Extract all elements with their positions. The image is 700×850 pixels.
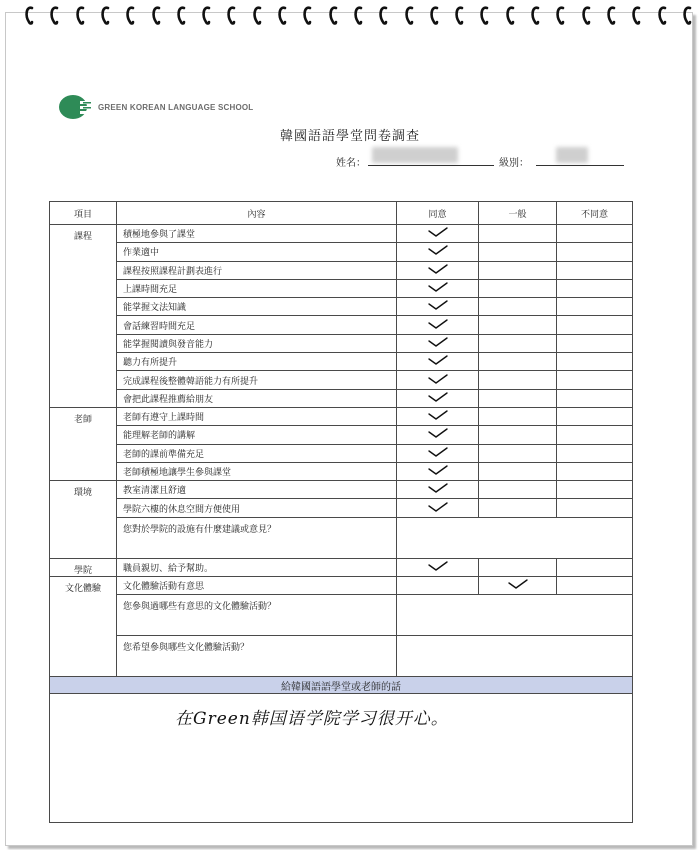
answer-cell[interactable]	[557, 444, 633, 462]
answer-cell[interactable]	[557, 353, 633, 371]
checkmark-icon	[427, 560, 449, 572]
checkmark-icon	[507, 578, 529, 590]
answer-cell[interactable]	[397, 353, 479, 371]
spiral-ring-icon	[226, 4, 236, 26]
table-row	[50, 499, 633, 517]
spiral-ring-icon	[277, 4, 287, 26]
class-label: 級別：	[499, 158, 529, 169]
spiral-ring-icon	[252, 4, 262, 26]
category-cell: 文化體驗	[50, 577, 117, 677]
spiral-ring-icon	[100, 4, 110, 26]
answer-cell[interactable]	[557, 334, 633, 352]
answer-cell[interactable]	[557, 298, 633, 316]
answer-cell[interactable]	[397, 462, 479, 480]
statement-cell: 學院六樓的休息空間方便使用	[117, 499, 397, 517]
table-row	[50, 334, 633, 352]
answer-cell[interactable]	[397, 426, 479, 444]
table-row	[50, 353, 633, 371]
statement-cell: 老師的課前準備充足	[117, 444, 397, 462]
table-row	[50, 407, 633, 425]
answer-cell[interactable]	[479, 577, 557, 595]
table-row	[50, 316, 633, 334]
spiral-ring-icon	[125, 4, 135, 26]
answer-cell[interactable]	[479, 389, 557, 407]
table-row	[50, 389, 633, 407]
spiral-ring-icon	[631, 4, 641, 26]
checkmark-icon	[427, 226, 449, 238]
comment-heading-row	[50, 677, 633, 694]
statement-cell: 職員親切、給予幫助。	[117, 558, 397, 576]
answer-cell[interactable]	[479, 353, 557, 371]
table-row	[50, 225, 633, 243]
answer-cell[interactable]	[479, 407, 557, 425]
logo-icon	[58, 94, 94, 120]
answer-cell[interactable]	[479, 371, 557, 389]
spiral-ring-icon	[378, 4, 388, 26]
spiral-ring-icon	[581, 4, 591, 26]
class-redaction	[556, 147, 588, 163]
checkmark-icon	[427, 318, 449, 330]
column-header-disagree: 不同意	[557, 202, 633, 225]
checkmark-icon	[427, 354, 449, 366]
category-cell: 課程	[50, 225, 117, 408]
spiral-ring-icon	[505, 4, 515, 26]
spiral-ring-icon	[429, 4, 439, 26]
table-row	[50, 481, 633, 499]
spiral-ring-icon	[176, 4, 186, 26]
checkmark-icon	[427, 464, 449, 476]
answer-cell[interactable]	[397, 407, 479, 425]
answer-cell[interactable]	[397, 334, 479, 352]
statement-cell: 文化體驗活動有意思	[117, 577, 397, 595]
spiral-ring-icon	[151, 4, 161, 26]
column-header-item: 項目	[50, 202, 117, 225]
comment-heading: 給韓國語語學堂或老師的話	[50, 677, 633, 694]
statement-cell: 能掌握閱讀與發音能力	[117, 334, 397, 352]
answer-cell[interactable]	[397, 371, 479, 389]
answer-cell[interactable]	[479, 243, 557, 261]
open-answer-field[interactable]	[397, 636, 633, 677]
checkmark-icon	[427, 482, 449, 494]
name-redaction	[372, 147, 458, 163]
table-row	[50, 558, 633, 576]
checkmark-icon	[427, 391, 449, 403]
table-row	[50, 371, 633, 389]
spiral-ring-icon	[201, 4, 211, 26]
statement-cell: 老師積極地讓學生參與課堂	[117, 462, 397, 480]
spiral-ring-icon	[530, 4, 540, 26]
table-row	[50, 444, 633, 462]
statement-cell: 上課時間充足	[117, 279, 397, 297]
answer-cell[interactable]	[397, 481, 479, 499]
open-question-text: 您參與過哪些有意思的文化體驗活動？	[117, 595, 397, 636]
answer-cell[interactable]	[479, 444, 557, 462]
table-row	[50, 462, 633, 480]
table-row	[50, 261, 633, 279]
answer-cell[interactable]	[479, 316, 557, 334]
category-cell: 環境	[50, 481, 117, 559]
spiral-binding	[0, 0, 700, 30]
answer-cell[interactable]	[479, 225, 557, 243]
spiral-ring-icon	[404, 4, 414, 26]
open-answer-field[interactable]	[397, 595, 633, 636]
open-answer-field[interactable]	[397, 517, 633, 558]
table-header-row	[50, 202, 633, 225]
comment-body-row	[50, 694, 633, 823]
statement-cell: 會話練習時間充足	[117, 316, 397, 334]
school-logo	[58, 94, 253, 120]
statement-cell: 聽力有所提升	[117, 353, 397, 371]
spiral-ring-icon	[328, 4, 338, 26]
answer-cell[interactable]	[397, 298, 479, 316]
open-question-row	[50, 517, 633, 558]
answer-cell[interactable]	[397, 225, 479, 243]
spiral-ring-icon	[454, 4, 464, 26]
spiral-ring-icon	[657, 4, 667, 26]
checkmark-icon	[427, 281, 449, 293]
checkmark-icon	[427, 409, 449, 421]
category-cell: 老師	[50, 407, 117, 480]
table-row	[50, 577, 633, 595]
checkmark-icon	[427, 427, 449, 439]
spiral-ring-icon	[606, 4, 616, 26]
answer-cell[interactable]	[557, 577, 633, 595]
spiral-ring-icon	[302, 4, 312, 26]
answer-cell[interactable]	[557, 389, 633, 407]
answer-cell[interactable]	[397, 577, 479, 595]
answer-cell[interactable]	[397, 389, 479, 407]
answer-cell[interactable]	[557, 279, 633, 297]
checkmark-icon	[427, 336, 449, 348]
statement-cell: 老師有遵守上課時間	[117, 407, 397, 425]
answer-cell[interactable]	[397, 243, 479, 261]
answer-cell[interactable]	[479, 462, 557, 480]
answer-cell[interactable]	[479, 334, 557, 352]
checkmark-icon	[427, 263, 449, 275]
answer-cell[interactable]	[397, 279, 479, 297]
answer-cell[interactable]	[479, 499, 557, 517]
answer-cell[interactable]	[557, 316, 633, 334]
statement-cell: 完成課程後整體韓語能力有所提升	[117, 371, 397, 389]
spiral-ring-icon	[555, 4, 565, 26]
statement-cell: 能掌握文法知識	[117, 298, 397, 316]
answer-cell[interactable]	[557, 371, 633, 389]
open-question-row	[50, 595, 633, 636]
answer-cell[interactable]	[557, 407, 633, 425]
document-title: 韓國語語學堂問卷調查	[279, 129, 420, 144]
checkmark-icon	[427, 446, 449, 458]
table-row	[50, 279, 633, 297]
table-row	[50, 426, 633, 444]
answer-cell[interactable]	[397, 261, 479, 279]
name-line	[368, 165, 494, 166]
statement-cell: 積極地參與了課堂	[117, 225, 397, 243]
answer-cell[interactable]	[397, 558, 479, 576]
answer-cell[interactable]	[397, 316, 479, 334]
answer-cell[interactable]	[557, 499, 633, 517]
answer-cell[interactable]	[479, 481, 557, 499]
answer-cell[interactable]	[557, 462, 633, 480]
open-question-row	[50, 636, 633, 677]
spiral-ring-icon	[479, 4, 489, 26]
answer-cell[interactable]	[557, 243, 633, 261]
table-row	[50, 243, 633, 261]
checkmark-icon	[427, 373, 449, 385]
answer-cell[interactable]	[397, 499, 479, 517]
statement-cell: 教室清潔且舒適	[117, 481, 397, 499]
checkmark-icon	[427, 299, 449, 311]
statement-cell: 課程按照課程計劃表進行	[117, 261, 397, 279]
column-header-content: 內容	[117, 202, 397, 225]
name-label: 姓名：	[336, 158, 366, 169]
spiral-ring-icon	[75, 4, 85, 26]
column-header-neutral: 一般	[479, 202, 557, 225]
handwritten-comment: 在Green韩国语学院学习很开心。	[175, 709, 449, 730]
logo-text: GREEN KOREAN LANGUAGE SCHOOL	[98, 102, 254, 112]
answer-cell[interactable]	[479, 279, 557, 297]
statement-cell: 能理解老師的講解	[117, 426, 397, 444]
checkmark-icon	[427, 244, 449, 256]
spiral-ring-icon	[49, 4, 59, 26]
answer-cell[interactable]	[479, 298, 557, 316]
category-cell: 學院	[50, 558, 117, 576]
spiral-ring-icon	[353, 4, 363, 26]
spiral-ring-icon	[682, 4, 692, 26]
answer-cell[interactable]	[479, 426, 557, 444]
answer-cell[interactable]	[479, 261, 557, 279]
comment-field[interactable]	[50, 694, 633, 823]
answer-cell[interactable]	[557, 426, 633, 444]
answer-cell[interactable]	[397, 444, 479, 462]
statement-cell: 作業適中	[117, 243, 397, 261]
answer-cell[interactable]	[557, 225, 633, 243]
answer-cell[interactable]	[557, 261, 633, 279]
spiral-ring-icon	[24, 4, 34, 26]
survey-table	[49, 201, 633, 823]
open-question-text: 您希望參與哪些文化體驗活動？	[117, 636, 397, 677]
table-row	[50, 298, 633, 316]
open-question-text: 您對於學院的設施有什麼建議或意見？	[117, 517, 397, 558]
checkmark-icon	[427, 501, 449, 513]
answer-cell[interactable]	[479, 558, 557, 576]
answer-cell[interactable]	[557, 481, 633, 499]
class-line	[536, 165, 624, 166]
statement-cell: 會把此課程推薦給朋友	[117, 389, 397, 407]
answer-cell[interactable]	[557, 558, 633, 576]
column-header-agree: 同意	[397, 202, 479, 225]
